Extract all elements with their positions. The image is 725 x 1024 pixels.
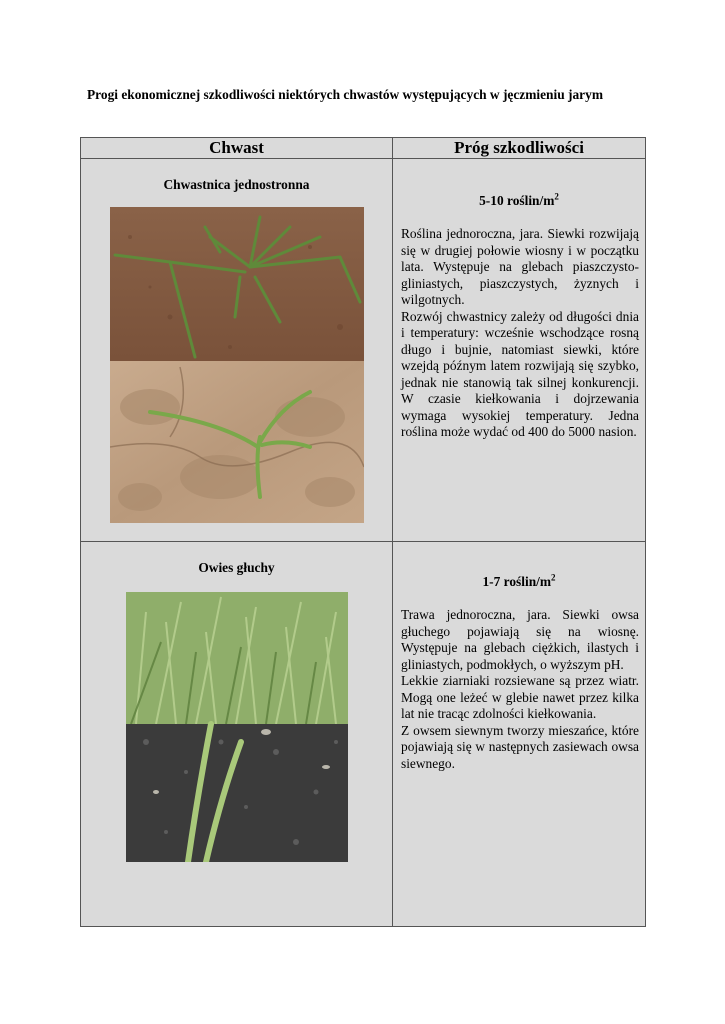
- threshold-cell: [393, 542, 646, 927]
- weed-description: Trawa jednoroczna, jara. Siewki owsa głuchego pojawiają się na wiosnę. Występuje na glebach ciężkich, ilastych i gliniastych, podmokłych, o wyższym pH. Lekkie ziarniaki rozsiewane są przez wiatr. Mogą one leżeć w glebie nawet przez kilka lat nie tracąc zdolności kiełkowania. Z owsem siewnym tworzy mieszańce, które pojawiają się w następnych zasiewach owsa siewnego.: [401, 607, 639, 771]
- weed-name: Chwastnica jednostronna: [163, 177, 310, 192]
- weed-photo: [126, 592, 348, 862]
- column-header-weed: Chwast: [81, 138, 393, 159]
- table-header-row: [81, 138, 646, 159]
- threshold-cell: [393, 159, 646, 542]
- weed-name: Owies głuchy: [198, 560, 275, 575]
- column-header-threshold: Próg szkodliwości: [393, 138, 646, 159]
- table-row: [81, 542, 646, 927]
- table-row: [81, 159, 646, 542]
- weed-threshold-table: [80, 137, 646, 927]
- weed-description: Roślina jednoroczna, jara. Siewki rozwijają się w drugiej połowie wiosny i w początku lata. Występuje na glebach piaszczysto-gliniastych, piaszczystych, żyznych i wilgotnych. Rozwój chwastnicy zależy od długości dnia i temperatury: wcześnie wschodzące rosną długo i bujnie, natomiast siewki, które wzejdą późnym latem rozwijają się szybko, jednak nie stanowią tak silnej konkurencji. W czasie kiełkowania i dojrzewania wymaga wysokiej temperatury. Jedna roślina może wydać od 400 do 5000 nasion.: [401, 226, 639, 439]
- weed-cell: [81, 542, 393, 927]
- threshold-value: 5-10 roślin/$m^2$: [479, 191, 559, 208]
- weed-photo: [110, 207, 364, 523]
- page-title: Progi ekonomicznej szkodliwości niektórych chwastów występujących w jęczmieniu jarym: [87, 87, 603, 102]
- threshold-value: 1-7 roślin/$m^2$: [482, 572, 556, 589]
- weed-cell: [81, 159, 393, 542]
